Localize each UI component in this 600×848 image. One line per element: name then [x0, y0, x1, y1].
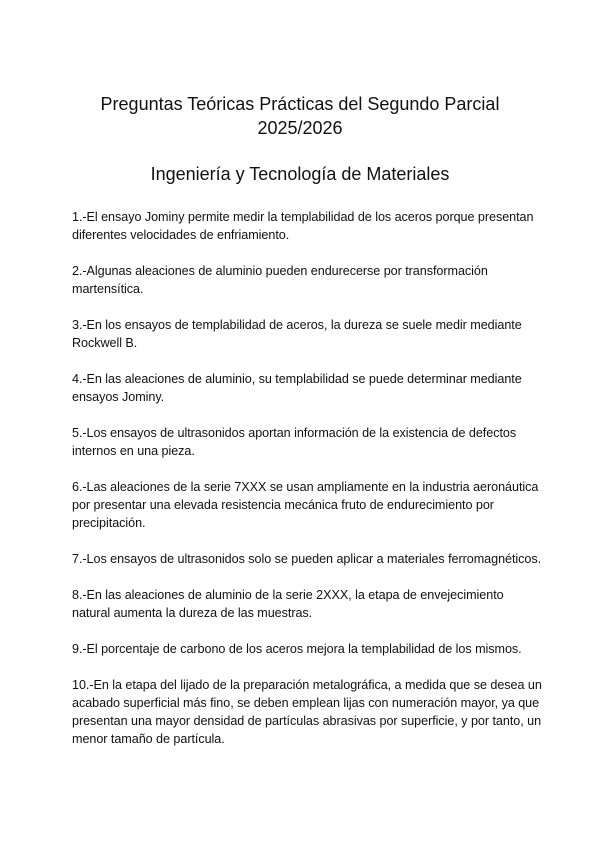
title-line-2: 2025/2026 — [257, 118, 343, 138]
page-title — [50, 92, 550, 140]
question-item: 7.-Los ensayos de ultrasonidos solo se pueden aplicar a materiales ferromagnéticos. — [72, 552, 542, 566]
question-item: 5.-Los ensayos de ultrasonidos aportan información de la existencia de defectos internos en una pieza. — [72, 426, 517, 458]
question-item: 4.-En las aleaciones de aluminio, su templabilidad se puede determinar mediante ensayos Jominy. — [72, 372, 522, 404]
question-item: 9.-El porcentaje de carbono de los aceros mejora la templabilidad de los mismos. — [72, 642, 522, 656]
question-item: 8.-En las aleaciones de aluminio de la serie 2XXX, la etapa de envejecimiento natural aumenta la dureza de las muestras. — [72, 588, 504, 620]
question-item: 6.-Las aleaciones de la serie 7XXX se usan ampliamente en la industria aeronáutica por presentar una elevada resistencia mecánica fruto de endurecimiento por precipitación. — [72, 480, 539, 530]
question-item: 3.-En los ensayos de templabilidad de aceros, la dureza se suele medir mediante Rockwell B. — [72, 318, 522, 350]
title-line-1: Preguntas Teóricas Prácticas del Segundo Parcial — [100, 94, 500, 114]
course-subtitle: Ingeniería y Tecnología de Materiales — [150, 164, 450, 184]
question-list — [72, 208, 542, 766]
question-item: 2.-Algunas aleaciones de aluminio pueden endurecerse por transformación martensítica. — [72, 264, 488, 296]
question-item: 1.-El ensayo Jominy permite medir la templabilidad de los aceros porque presentan diferentes velocidades de enfriamiento. — [72, 210, 534, 242]
question-item: 10.-En la etapa del lijado de la preparación metalográfica, a medida que se desea un acabado superficial más fino, se deben emplean lijas con numeración mayor, ya que presentan una mayor densidad de partículas abrasivas por superficie, y por tanto, un menor tamaño de partícula. — [72, 678, 542, 746]
